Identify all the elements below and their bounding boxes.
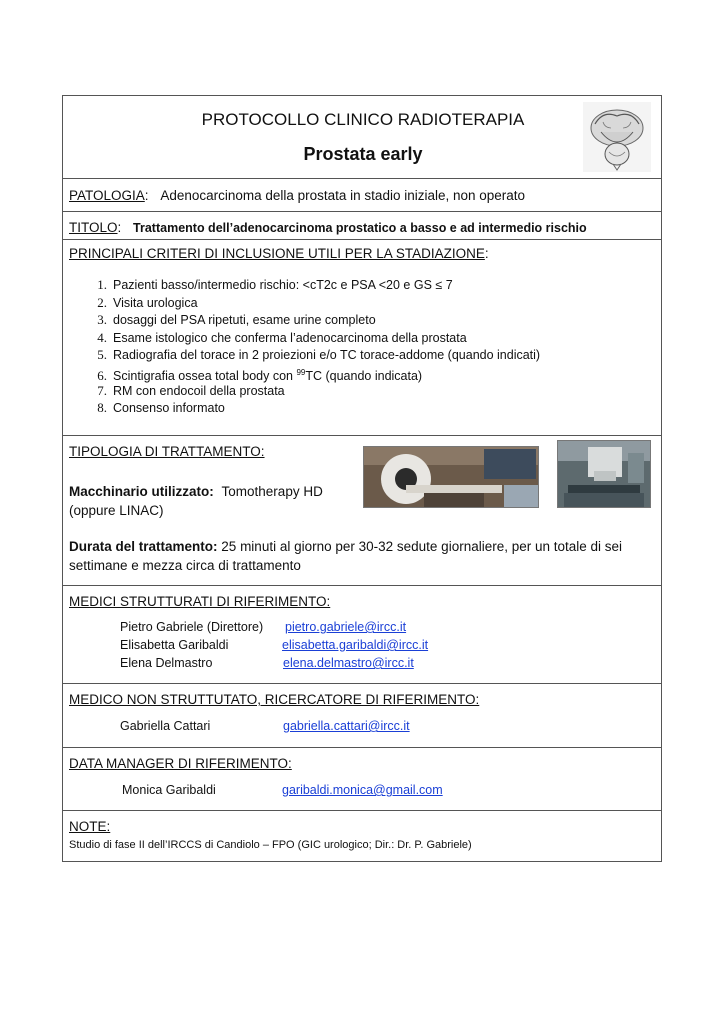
patologia-sep: : [144,188,149,203]
titolo-section [63,212,661,240]
email-link[interactable]: elena.delmastro@ircc.it [283,656,414,670]
list-item-text-tail: TC (quando indicata) [305,369,423,384]
titolo-label: TITOLO [69,220,118,235]
list-item-number: 8. [97,400,107,416]
header-section [63,96,661,179]
document-subtitle: Prostata early [303,144,423,164]
linac-machine-photo [557,440,651,508]
criteri-sep: : [484,246,489,261]
durata-value: 25 minuti al giorno per 30-32 sedute giornaliere, per un totale di sei settimane e mezza circa di trattamento [69,539,623,573]
list-item-text: dosaggi del PSA ripetuti, esame urine completo [113,313,376,328]
list-item [69,346,540,364]
medici-heading: MEDICI STRUTTURATI DI RIFERIMENTO: [69,594,331,609]
email-link[interactable]: pietro.gabriele@ircc.it [285,620,407,634]
list-item [69,364,540,382]
person-name: Pietro Gabriele (Direttore) [120,620,264,634]
list-item-number: 5. [97,347,107,363]
macchinario-alt: (oppure LINAC) [69,503,164,518]
list-item-text: Radiografia del torace in 2 proiezioni e/o TC torace-addome (quando indicati) [113,348,541,363]
note-section [63,811,661,861]
titolo-value: Trattamento dell’adenocarcinoma prostatico a basso e ad intermedio rischio [133,221,587,235]
durata-label: Durata del trattamento: [69,539,218,554]
document-title: PROTOCOLLO CLINICO RADIOTERAPIA [201,110,525,129]
note-heading: NOTE: [69,819,111,834]
list-item [69,276,540,294]
prostate-anatomy-icon [583,102,651,172]
list-item-number: 2. [97,294,107,310]
list-item-text: Pazienti basso/intermedio rischio: <cT2c e PSA <20 e GS ≤ 7 [113,278,453,292]
note-text: Studio di fase II dell’IRCCS di Candiolo – FPO (GIC urologico; Dir.: Dr. P. Gabriele) [69,839,472,851]
list-item-text: Scintigrafia ossea total body con [113,369,297,384]
list-item [69,294,540,312]
list-item-text: Esame istologico che conferma l’adenocarcinoma della prostata [113,330,467,345]
data-manager-heading: DATA MANAGER DI RIFERIMENTO: [69,756,292,771]
list-item [69,311,540,329]
trattamento-section [63,436,661,586]
data-manager-section [63,748,661,811]
macchinario-label: Macchinario utilizzato: [69,484,214,499]
medici-section [63,586,661,684]
email-link[interactable]: garibaldi.monica@gmail.com [282,783,443,797]
isotope-superscript: 99 [296,367,306,377]
list-item-number: 7. [97,382,107,398]
person-name: Elena Delmastro [120,656,213,670]
patologia-section [63,179,661,212]
list-item-number: 6. [97,368,107,384]
criteri-list [69,276,540,417]
macchinario-value: Tomotherapy HD [221,484,323,499]
list-item-text: Visita urologica [113,295,198,310]
list-item-text: Consenso informato [113,401,225,416]
email-link[interactable]: elisabetta.garibaldi@ircc.it [282,638,429,652]
list-item [69,382,540,400]
ricercatore-section [63,684,661,748]
email-link[interactable]: gabriella.cattari@ircc.it [283,719,410,733]
list-item [69,399,540,417]
patologia-label: PATOLOGIA [69,188,145,203]
patologia-value: Adenocarcinoma della prostata in stadio iniziale, non operato [160,188,526,203]
person-name: Elisabetta Garibaldi [120,638,229,652]
list-item-number: 1. [97,277,107,292]
protocol-document [62,95,662,862]
trattamento-heading: TIPOLOGIA DI TRATTAMENTO: [69,444,265,459]
list-item-number: 3. [97,312,107,328]
list-item-text: RM con endocoil della prostata [113,383,285,398]
list-item [69,329,540,347]
ricercatore-heading: MEDICO NON STRUTTUTATO, RICERCATORE DI RIFERIMENTO: [69,692,480,707]
person-name: Monica Garibaldi [122,783,216,797]
durata-block [69,537,654,575]
list-item-number: 4. [97,329,107,345]
person-name: Gabriella Cattari [120,719,211,733]
titolo-sep: : [117,220,122,235]
criteri-section [63,240,661,436]
tomotherapy-machine-photo [363,446,539,508]
criteri-heading: PRINCIPALI CRITERI DI INCLUSIONE UTILI PER LA STADIAZIONE [69,246,485,261]
macchinario-block [69,482,323,520]
